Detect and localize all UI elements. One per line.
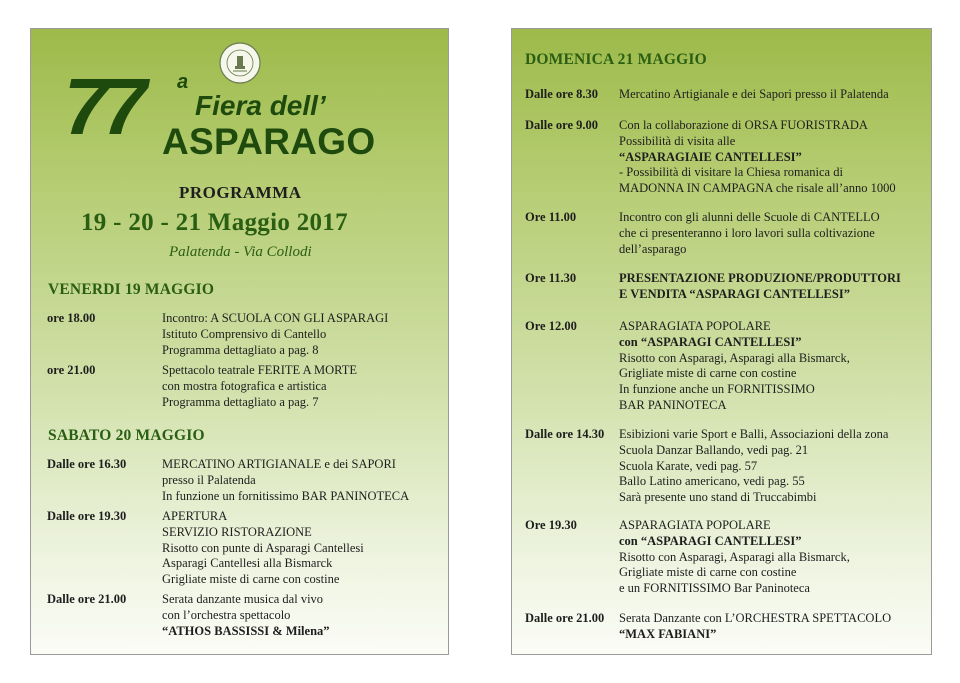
- event-time: ore 18.00: [47, 311, 96, 325]
- event-time: Dalle ore 9.00: [525, 118, 599, 132]
- event-time: Ore 19.30: [525, 518, 577, 532]
- event-venue: Palatenda - Via Collodi: [169, 244, 312, 260]
- event-dates: 19 - 20 - 21 Maggio 2017: [81, 209, 348, 236]
- event-description: Spettacolo teatrale FERITE A MORTE con mostra fotografica e artistica Programma dettagliato a pag. 7: [162, 363, 358, 409]
- event-time: ore 21.00: [47, 363, 96, 377]
- event-time: Dalle ore 8.30: [525, 87, 599, 101]
- event-description: Serata Danzante con L’ORCHESTRA SPETTACOLO “MAX FABIANI”: [619, 611, 892, 641]
- asparago-text: ASPARAGO: [162, 121, 376, 162]
- fiera-text: Fiera dell’: [195, 90, 326, 121]
- event-time: Dalle ore 19.30: [47, 509, 127, 523]
- day-heading-sabato: SABATO 20 MAGGIO: [48, 427, 205, 444]
- edition-suffix: a: [177, 71, 189, 93]
- day-heading-venerdi: VENERDI 19 MAGGIO: [48, 281, 215, 298]
- event-description: Esibizioni varie Sport e Balli, Associazioni della zona Scuola Danzar Ballando, vedi pag. 21 Scuola Karate, vedi pag. 57 Ballo Latino americano, vedi pag. 55 Sarà presente uno stand di Truccabimbi: [619, 427, 889, 505]
- event-description: Con la collaborazione di ORSA FUORISTRADA Possibilità di visita alle “ASPARAGIAIE CANTELLESI” - Possibilità di visitare la Chiesa romanica di MADONNA IN CAMPAGNA che risale all’anno 1000: [619, 118, 896, 196]
- programma-heading: PROGRAMMA: [179, 183, 302, 202]
- event-description: Incontro con gli alunni delle Scuole di CANTELLO che ci presenteranno i loro lavori sulla coltivazione dell’asparago: [619, 210, 880, 256]
- event-time: Ore 11.30: [525, 271, 577, 285]
- event-time: Dalle ore 16.30: [47, 457, 127, 471]
- event-description: Mercatino Artigianale e dei Sapori presso il Palatenda: [619, 87, 889, 101]
- event-description: Incontro: A SCUOLA CON GLI ASPARAGI Istituto Comprensivo di Cantello Programma dettagliato a pag. 8: [162, 311, 389, 357]
- event-time: Dalle ore 21.00: [525, 611, 605, 625]
- event-description: MERCATINO ARTIGIANALE e dei SAPORI presso il Palatenda In funzione un fornitissimo BAR PANINOTECA: [162, 457, 410, 503]
- event-description: PRESENTAZIONE PRODUZIONE/PRODUTTORI E VENDITA “ASPARAGI CANTELLESI”: [619, 271, 901, 301]
- day-heading-domenica: DOMENICA 21 MAGGIO: [525, 51, 707, 68]
- event-description: APERTURA SERVIZIO RISTORAZIONE Risotto con punte di Asparagi Cantellesi Asparagi Cantellesi alla Bismarck Grigliate miste di carne con costine: [162, 509, 364, 587]
- program-page-left: [30, 28, 449, 655]
- edition-number: 77: [64, 62, 141, 151]
- program-page-right: [511, 28, 932, 655]
- event-description: Serata danzante musica dal vivo con l’orchestra spettacolo “ATHOS BASSISSI & Milena”: [162, 592, 330, 638]
- event-description: ASPARAGIATA POPOLARE con “ASPARAGI CANTELLESI” Risotto con Asparagi, Asparagi alla Bismarck, Grigliate miste di carne con costine In funzione anche un FORNITISSIMO BAR PANINOTECA: [619, 319, 850, 412]
- seal-emblem: [219, 42, 261, 84]
- event-time: Ore 12.00: [525, 319, 577, 333]
- event-time: Dalle ore 14.30: [525, 427, 605, 441]
- event-time: Ore 11.00: [525, 210, 577, 224]
- event-time: Dalle ore 21.00: [47, 592, 127, 606]
- event-description: ASPARAGIATA POPOLARE con “ASPARAGI CANTELLESI” Risotto con Asparagi, Asparagi alla Bismarck, Grigliate miste di carne con costine e un FORNITISSIMO Bar Paninoteca: [619, 518, 850, 596]
